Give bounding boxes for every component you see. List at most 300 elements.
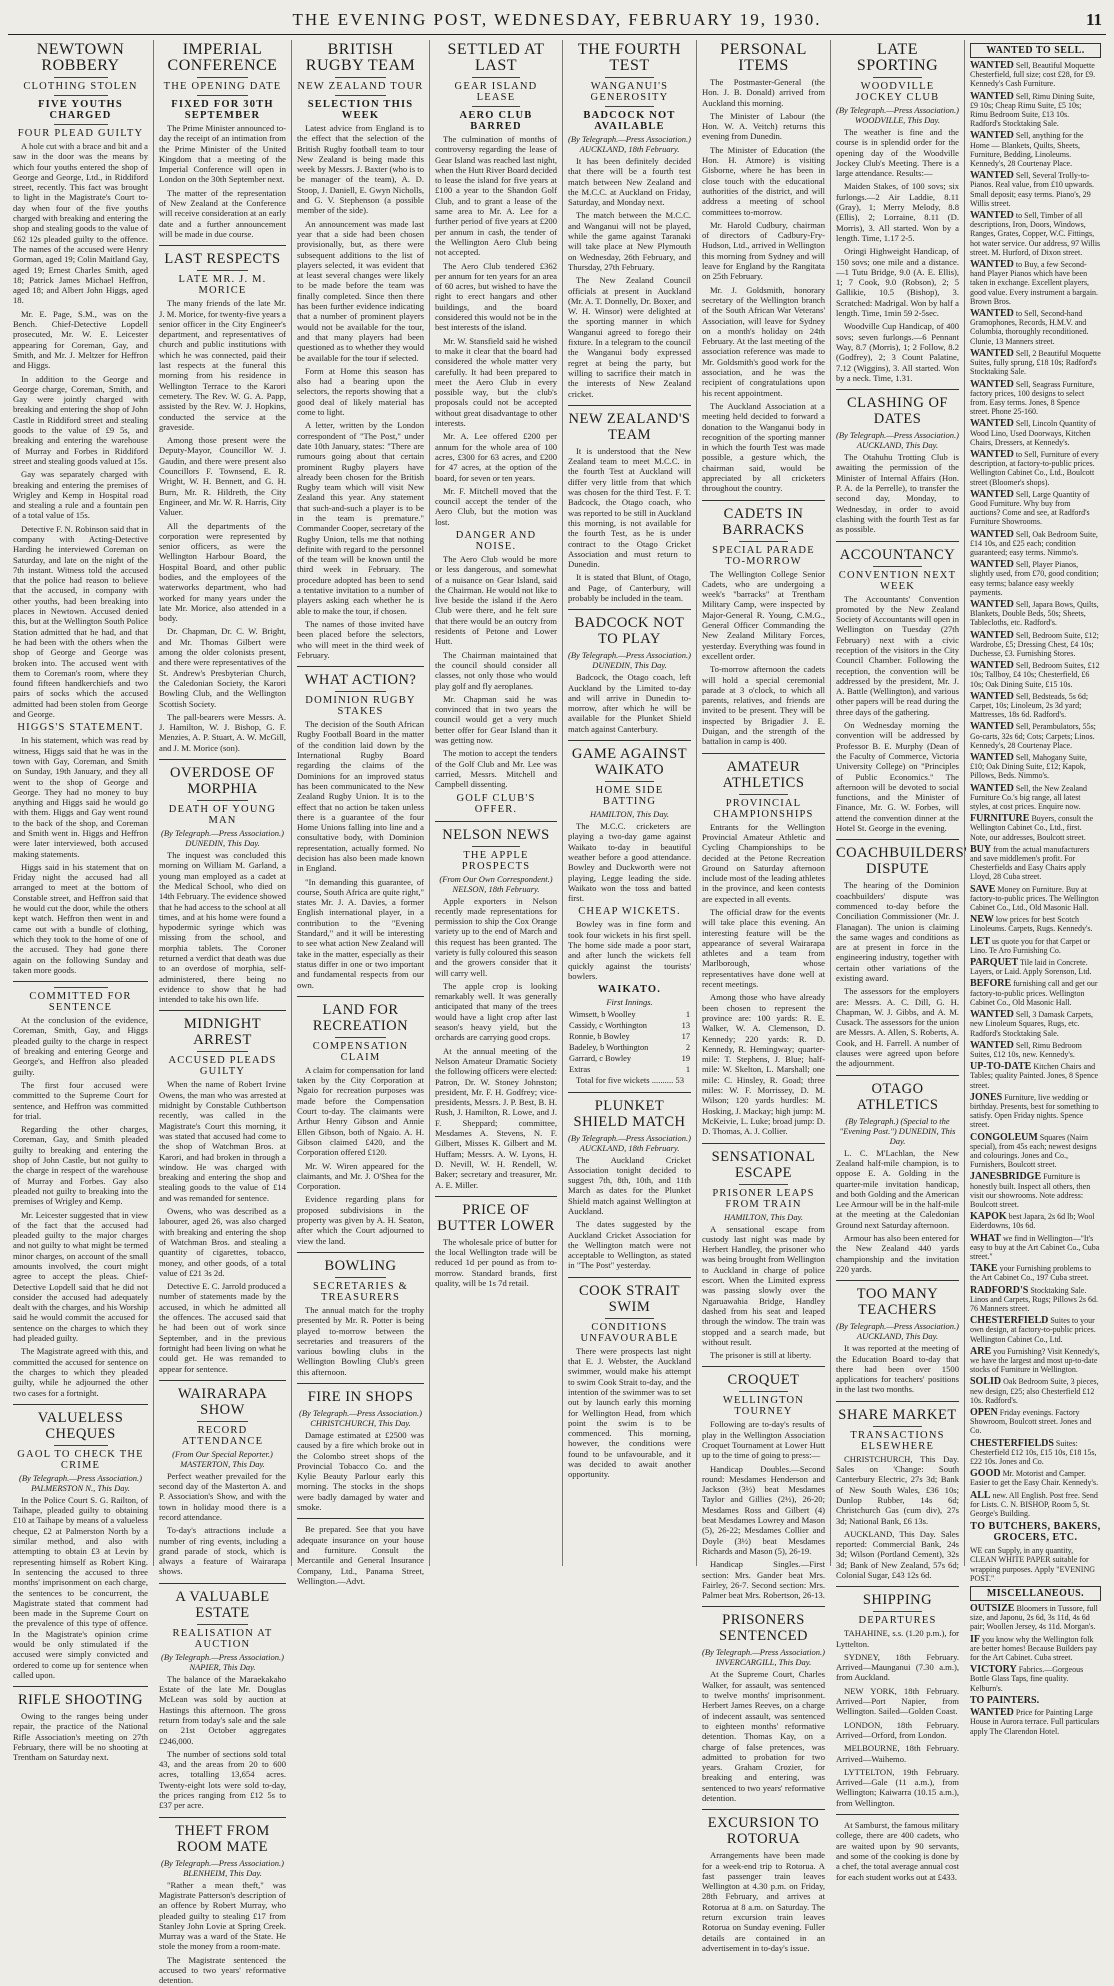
ad-text: you Furnishing? Visit Kennedy's, we have the largest and most up-to-date stocks of Furniture in Wellington.	[970, 1346, 1100, 1375]
column-rule	[836, 839, 959, 840]
score-table-title: WAIKATO.	[597, 984, 662, 996]
ad-text: you know why the Wellington folk are better homes! Because Builders pay for the Art Cabinet. Cuba street.	[970, 1634, 1097, 1663]
paragraph: It was reported at the meeting of the Education Board to-day that there had been over 1500 applications for teachers' positions in the last two months.	[836, 1343, 959, 1395]
ad-lead-word: UP-TO-DATE	[970, 1061, 1032, 1073]
subheading: SELECTION THIS WEEK	[307, 99, 414, 121]
subheading: DEATH OF YOUNG MAN	[168, 804, 277, 827]
column-rule	[13, 1404, 148, 1405]
classified-ad	[970, 1133, 1101, 1170]
classified-ad	[970, 1347, 1101, 1375]
paragraph: Owens, who was described as a labourer, aged 26, was also charged with breaking and entering the shop of Watchman Bros. and stealing a quantity of cigarettes, tobacco, money, and other goods, of a total value of £21 3s 2d.	[159, 1206, 286, 1278]
paragraph: A claim for compensation for land taken by the City Corporation at Ngaio for recreation purposes was made before the Compensation Court to-day. The claimants were Arthur Henry Gibson and Annie Ellen Gibson, both of Ngaio. A. H. Gibson claimed £420, and the Corporation offered £120.	[297, 1064, 424, 1158]
classified-ad	[970, 1234, 1101, 1262]
ad-text: Stocktaking Sale. Linos and Carpets, Rugs; Pillows 2s 6d. 76 Manners street.	[970, 1285, 1099, 1313]
ad-lead-word: SAVE	[970, 883, 996, 895]
ad-lead-word: KAPOK	[970, 1211, 1007, 1223]
story	[159, 1817, 286, 1986]
headline: PERSONAL ITEMS	[720, 41, 807, 74]
headline: LATE SPORTING	[856, 41, 939, 74]
paragraph: A hole cut with a brace and bit and a saw in the door was the means by which four youths entered the shop of George and George, Ltd., in Riddiford street, recently. This fact was brought to light in the Magistrate's Court to-day when four of the five youths charged with breaking and entering the shop and stealing goods to the value of £62 12s pleaded guilty to the offence. The names of the accused were Henry Gorman, aged 19; Colin Maitland Gay, aged 19; Ernest Charles Smith, aged 18; Patrick James Michael Heffron, aged 18; and Albert John Higgs, aged 18.	[13, 141, 148, 306]
ad-text: Sell, Several Trolly-to-Pianos. Real value, from £10 upwards. Small deposit; easy terms. Piano's, 29 Willis street.	[970, 171, 1094, 208]
ad-lead-word: WANTED	[970, 347, 1014, 359]
paragraph: Mr. Leicester suggested that in view of the fact that the accused had pleaded guilty to the major charges and not guilty to what might be termed minor charges, on account of the small amounts involved, the court might agree to accept the pleas. Chief-Detective Lopdell said that he did not consider the accused had adequately dealt with the charges, and his Worship said he would commit the accused for sentence on the charges to which they had pleaded guilty.	[13, 1209, 148, 1344]
paragraph: Among those who have already been chosen to represent the province are: 100 yards: R. E. Walker, W. A. Clemenson, D. Kennedy; 220 yards: R. D. Kennedy, R. Hemingway; quarter-mile: T. Stephens, J. Blue; half-mile: W. Skelton, L. Marshall; one mile: C. Hinsley, R. Goad; three miles: W. F. Morrissey, D. M. Wilson; 120 yards hurdles: M. Hosking, J. Mackay; high jump: M. McKeivie, L. Luke; broad jump: D. D. Thomas, A. J. Collier.	[702, 992, 825, 1137]
classified-ad	[970, 1491, 1101, 1519]
headline: AMATEUR ATHLETICS	[722, 758, 805, 791]
ad-lead-word: IF	[970, 1633, 980, 1645]
story	[159, 759, 286, 1004]
batsman: Extras	[569, 1065, 591, 1075]
ad-lead-word: WANTED	[970, 629, 1014, 641]
story	[159, 245, 286, 753]
batsman: Badeley, b Worthington	[569, 1043, 649, 1053]
subheading: FIVE YOUTHS CHARGED	[38, 99, 123, 121]
dateline: (By Telegraph.—Press Association.) BLENHEIM, This Day.	[161, 1857, 284, 1878]
paragraph: The official draw for the events will take place this evening. An interesting feature will be the appearance of several Wairarapa athletes and a team from Marlborough, whose representatives have done well at recent meetings.	[702, 907, 825, 990]
paragraph: Form at Home this season has also had a bearing upon the selectors, the reports showing that a good deal of likely material has come to light.	[297, 365, 424, 418]
paragraph: Mr. A. Lee offered £200 per annum for the whole area of 100 acres, £300 for 63 acres, and £200 for 47 acres, at the option of the board, for seven or ten years.	[435, 431, 557, 483]
paragraph: Maiden Stakes, of 100 sovs; six furlongs.—2 Air Laddie, 8.11 (Gray), 1; Merry Melody, 8.8 (Ellis), 2; Lorraine, 8.11 (D. Morris), 3. All started. Won by a length. Time, 1.17 2-5.	[836, 181, 959, 243]
divider	[335, 1037, 386, 1038]
paragraph: The apple crop is looking remarkably well. It was generally anticipated that many of the trees would have a light crop after last season's heavy yield, but the orchards are carrying good crops.	[435, 980, 557, 1043]
paragraph: It is stated that Blunt, of Otago, and Page, of Canterbury, will probably be included in the team.	[568, 572, 691, 603]
paragraph: Handicap Singles.—First section: Mrs. Gander beat Mrs. Fairley, 26-7. Second section: Mrs. Palmer beat Mrs. Robertson, 26-13.	[702, 1559, 825, 1601]
story	[435, 821, 557, 1190]
divider	[605, 77, 654, 78]
ad-text: Oak Bedroom Suite, 3 pieces, new design, £25; also Chesterfield £12 10s. Radford's.	[970, 1377, 1099, 1405]
runs: 19	[681, 1054, 690, 1064]
paragraph: In addition to the George and George charge, Coreman, Smith, and Gay were jointly charged with breaking and entering the shop of John Castle in Riddiford street and stealing goods to the value of £9 5s, and breaking and entering the warehouse of Murray and Forbes in Riddiford street and stealing goods valued at 15s.	[13, 373, 148, 466]
paragraph: When the name of Robert Irvine Owens, the man who was arrested at midnight by Constable Cuthbertson recently, was called in the Magistrate's Court this morning, it was stated that accused had come to the shop of Watchman Bros. at Karori, and had broken in through a window. He was charged with breaking and entering the shop and stealing goods to the value of £14 and was remanded for sentence.	[159, 1079, 286, 1203]
paragraph: Apple exporters in Nelson recently made representations for permission to ship the Cox Orange variety up to the end of March and this request has been granted. The variety is fully coloured this season and the growers consider that it will carry well.	[435, 895, 557, 978]
crosshead: HIGGS'S STATEMENT.	[17, 722, 144, 734]
divider	[54, 95, 108, 96]
paragraph: The Prime Minister announced to-day the receipt of an intimation from the Prime Minister of the United Kingdom that a meeting of the Imperial Conference will open in London on the 30th September next.	[159, 123, 286, 185]
ad-text: Buyers, consult the Wellington Cabinet Co., Ltd., first. Note, our addresses, Boulcott street.	[970, 814, 1093, 842]
paragraph: The Magistrate sentenced the accused to two years' reformative detention.	[159, 1954, 286, 1986]
wrapping-paper-ad: WE can Supply, in any quantity, CLEAN WHITE PAPER suitable for wrapping purposes. Apply "EVENING POST."	[970, 1546, 1096, 1583]
dateline: (By Telegraph.—Press Association.) INVERCARGILL, This Day.	[702, 1647, 825, 1668]
ad-text: we find in Wellington—"It's easy to buy at the Art Cabinet Co., Cuba street."	[970, 1233, 1100, 1261]
headline: CLASHING OF DATES	[847, 395, 948, 428]
classified-ad	[970, 845, 1101, 882]
story	[836, 541, 959, 834]
story	[836, 1280, 959, 1394]
classified-ad	[970, 1377, 1101, 1405]
column-rule	[297, 1518, 424, 1519]
paragraph: The number of sections sold total 43, and the areas from 20 to 600 acres, totalling 13,654 acres. Twenty-eight lots were sold to-day, the prices ranging from £12 5s to £37 per acre.	[159, 1748, 286, 1811]
paragraph: To-morrow afternoon the cadets will hold a special ceremonial parade at 3 o'clock, to which all parents, relatives, and friends are invited to be present. They will be inspected by Brigadier J. E. Duigan, and the strength of the battalion in camp is 400.	[702, 664, 825, 747]
paragraph: The hearing of the Dominion coachbuilders' dispute was commenced to-day before the Conciliation Commissioner (Mr. J. Flanagan). The union is claiming the same wages and conditions as are at present in force in the engineering industry, together with certain other variations of the existing award.	[836, 880, 959, 983]
ad-lead-word: OUTSIZE	[970, 1603, 1015, 1615]
column-rule	[568, 405, 691, 406]
story	[836, 42, 959, 383]
headline: SHIPPING	[862, 1592, 933, 1609]
ad-lead-word: WANTED	[970, 488, 1014, 500]
story	[159, 1010, 286, 1373]
story	[297, 996, 424, 1246]
story	[435, 1196, 557, 1288]
paragraph: The Aero Club tendered £362 per annum for ten years for an area of 60 acres, but wished to have the right to erect hangars and other buildings, and the board considered this would not be in the best interests of the island.	[435, 260, 557, 333]
story	[297, 42, 424, 660]
classified-ad	[970, 692, 1101, 720]
paragraph: AUCKLAND, This Day. Sales reported: Commercial Bank, 24s 3d; Wilson (Portland Cement), 32s 3d; Bank of New Zealand, 57s 6d; Colonial Sugar, £43 12s 6d.	[836, 1528, 959, 1580]
ad-text: Money on Furniture. Buy at factory-to-public prices. The Wellington Cabinet Co., Ltd., Old Masonic Hall.	[970, 884, 1099, 913]
ad-lead-word: JANESBRIDGE	[970, 1171, 1042, 1183]
column-5	[563, 40, 697, 1566]
ad-lead-word: CHESTERFIELD	[970, 1315, 1049, 1327]
divider	[472, 77, 521, 78]
headline: BOWLING	[324, 1257, 397, 1274]
divider	[335, 1277, 386, 1278]
subheading: BADCOCK NOT AVAILABLE	[583, 110, 676, 132]
classified-ad	[970, 937, 1101, 955]
paragraph: L. C. M'Lachlan, the New Zealand half-mile champion, is to oppose E. A. Golding in the quarter-mile invitation handicap, and both Golding and the American Lee Armour will be in the half-mile at the meeting at the Caledonian Ground next Saturday afternoon.	[836, 1147, 959, 1230]
divider	[54, 987, 108, 988]
ad-text: Suites to your own design, at factory-to-public prices. Wellington Cabinet Co., Ltd.	[970, 1316, 1096, 1344]
ad-lead-word: BEFORE	[970, 978, 1012, 990]
ad-text: best Japara, 2s 6d lb; Wool Eiderdowns, 10s 6d.	[970, 1212, 1095, 1231]
story	[297, 1383, 424, 1512]
story	[297, 1518, 424, 1586]
headline: TOO MANY TEACHERS	[856, 1286, 939, 1319]
paragraph: Woodville Cup Handicap, of 400 sovs; seven furlongs.—6 Pennant Way, 8.7 (Morris), 1; 2 Follow, 8.2 (Godfrey), 2; 3 Count Palatine, 7.12 (Wiggins), 3. All started. Won by a neck. Time, 1.31.	[836, 321, 959, 383]
classified-ad	[970, 1604, 1101, 1632]
classified-ad	[970, 419, 1101, 447]
ad-text: Kitchen Chairs and Tables; quality Painted. Jones, 8 Spence street.	[970, 1062, 1099, 1090]
dateline: (By Telegraph.—Press Association.) NAPIER, This Day.	[161, 1651, 284, 1672]
ad-text: furnishing call and get our factory-to-public prices. Wellington Cabinet Co., Old Masonic Hall.	[970, 979, 1098, 1007]
story	[702, 42, 825, 494]
story	[13, 1404, 148, 1680]
headline: LAND FOR RECREATION	[312, 1001, 409, 1034]
ad-text: to Sell, Second-hand Gramophones, Records, H.M.V. and Columbia, thoroughly reconditioned. Clunie, 13 Manners street.	[970, 309, 1089, 346]
paragraph: The wholesale price of butter for the local Wellington trade will be reduced 1d per pound as from to-morrow. Standard brands, first quality, will be 1s 7d retail.	[435, 1236, 557, 1289]
paragraph: The Aero Club would be more or less dangerous, and somewhat of a nuisance on Gear Island, said the Chairman. He would not like to live beside the island if the Aero Club were there, and he felt sure that there would be an outcry from residents of Petone and Lower Hutt.	[435, 553, 557, 647]
ad-lead-word: NEW	[970, 914, 994, 926]
column-rule	[297, 996, 424, 997]
ad-lead-word: WANTED	[970, 170, 1014, 182]
story	[297, 666, 424, 990]
paragraph: The Auckland Cricket Association tonight decided to suggest 7th, 8th, 10th, and 11th March as dates for the Plunket Shield match against Wellington at Auckland.	[568, 1154, 691, 1216]
paragraph: Mr. Harold Cudbury, chairman of directors of Cadbury-Fry-Hudson, Ltd., arrived in Wellington this morning from Sydney and will leave for England by the Rangitata on 25th February.	[702, 219, 825, 282]
ad-lead-word: LET	[970, 935, 991, 947]
classified-ad	[970, 1010, 1101, 1038]
column-1	[8, 40, 154, 1763]
paragraph: The pall-bearers were Messrs. A. J. Hamilton, W. J. Bishop, G. F. Menzies, A. P. Stuart, A. W. McGill, and J. M. Morice (son).	[159, 711, 286, 753]
paragraph: Armour has also been entered for the New Zealand 440 yards championship and the invitation 220 yards.	[836, 1233, 959, 1274]
classified-ad	[970, 131, 1101, 168]
subheading: WANGANUI'S GENEROSITY	[590, 81, 669, 103]
ad-lead-word: WANTED	[970, 418, 1014, 430]
classified-ad	[970, 722, 1101, 750]
headline: PRISONERS SENTENCED	[718, 1612, 809, 1645]
subheading: GAOL TO CHECK THE CRIME	[17, 1448, 144, 1471]
score-row	[568, 1031, 691, 1042]
ad-lead-word: WANTED	[970, 528, 1014, 540]
column-rule	[159, 1380, 286, 1381]
paragraph: Mr. Chapman said he was convinced that in two years the council would get a very much better offer for Gear Island than it was getting now.	[435, 693, 557, 746]
divider	[54, 77, 108, 78]
crosshead: GOLF CLUB'S OFFER.	[456, 792, 536, 815]
subheading: CONVENTION NEXT WEEK	[838, 569, 957, 592]
ad-lead-word: BUY	[970, 843, 992, 855]
paragraph: The dates suggested by the Auckland Cricket Association for the Wellington match were not acceptable to Wellington, as stated in "The Post" yesterday.	[568, 1219, 691, 1271]
paragraph: Mr. F. Mitchell moved that the council accept the tender of the Aero Club, but the motion was lost.	[435, 485, 557, 527]
subheading: HOME SIDE BATTING	[595, 785, 664, 808]
subheading: COMPENSATION CLAIM	[312, 1040, 409, 1063]
paragraph: The annual match for the trophy presented by Mr. R. Potter is being played to-morrow between the secretaries and treasurers of the various bowling clubs in the Wellington Bowling Club's green this afternoon.	[297, 1304, 424, 1377]
ad-text: Sell, Bedroom Suite, £12; Wardrobe, £5; Dressing Chest, £4 10s; Duchesse, £3. Furnishing Stores.	[970, 630, 1099, 658]
paragraph: The motion to accept the tenders of the Golf Club and Mr. Lee was carried, Messrs. Mitchell and Campbell dissenting.	[435, 748, 557, 790]
ad-lead-word: CONGOLEUM	[970, 1131, 1038, 1143]
column-rule	[836, 389, 959, 390]
classified-ad	[970, 1041, 1101, 1059]
subheading: FOUR PLEAD GUILTY	[17, 128, 144, 139]
headline: OVERDOSE OF MORPHIA	[170, 765, 275, 798]
paragraph: At Samburst, the famous military college, there are 400 cadets, who are waited upon by 90 servants, and some of the cooking is done by a chef, the total average annual cost for each student works out at £433.	[836, 1820, 959, 1882]
divider	[605, 106, 654, 107]
classified-ad	[970, 1665, 1101, 1693]
paragraph: On Wednesday morning the convention will be addressed by Professor B. E. Murphy (Dean of the Faculty of Commerce, Victoria University College) on "Principles of Public Economics." The afternoon will be devoted to social functions, and the Minister of Finance, Mr. G. W. Forbes, will attend the convention dinner at the Hotel St. George in the evening.	[836, 720, 959, 834]
story	[836, 389, 959, 534]
column-rule	[568, 740, 691, 741]
crosshead: CHEAP WICKETS.	[578, 906, 681, 918]
ad-text: new. All English. Post free. Send for Lists. C. N. BISHOP, Room 5, St. George's Building.	[970, 1490, 1098, 1519]
paragraph: Detective E. C. Jarrold produced a number of statements made by the accused, in which he admitted all the offences. The accused said that he had been out of work since September, and in the previous fortnight had been living on what he could get. He was remanded to appear for sentence.	[159, 1281, 286, 1374]
dateline: HAMILTON, This Day.	[589, 809, 670, 820]
miscellaneous-ads-list	[970, 1604, 1101, 1736]
ad-text: Squares (Nairn special), from 45s each; newest designs and colourings. Jones and Co., Furnishers, Boulcott street.	[970, 1132, 1097, 1170]
runs: 13	[681, 1021, 690, 1031]
ad-lead-word: JONES	[970, 1091, 1003, 1103]
story	[702, 1809, 825, 1953]
column-rule	[297, 666, 424, 667]
headline: EXCURSION TO ROTORUA	[707, 1815, 820, 1848]
paragraph: Evidence regarding plans for proposed subdivisions in the property was given by A. H. Seaton, after which the Court adjourned to view the land.	[297, 1194, 424, 1246]
paragraph: Owing to the ranges being under repair, the practice of the National Rifle Association's meeting on 27th February, there will be no shooting at Trentham on Saturday next.	[13, 1711, 148, 1763]
headline: NEWTOWN ROBBERY	[36, 41, 125, 74]
paragraph: The Accountants' Convention promoted by the New Zealand Society of Accountants will open in Wellington on Tuesday (27th February) next with a civic reception of the visitors in the City Council Chamber. Following the reception, the convention will be addressed by the president, Mr. J. A. Battle (Wellington), and various other papers will be read during the three days of the gathering.	[836, 593, 959, 717]
divider	[739, 541, 788, 542]
divider	[873, 566, 922, 567]
headline: NELSON NEWS	[442, 826, 550, 843]
column-rule	[702, 500, 825, 501]
paragraph: Perfect weather prevailed for the second day of the Masterton A. and P. Association's Show, and with the town in holiday mood there is a record attendance.	[159, 1470, 286, 1522]
paragraph: The first four accused were committed to the Supreme Court for sentence, and Heffron was committed for trial.	[13, 1079, 148, 1121]
ad-text: Sell, Large Quantity of Good Furniture. Why buy from auctions? Come and see, at Radford's Furniture Showrooms.	[970, 489, 1090, 527]
divider	[472, 846, 521, 847]
headline: WAIRARAPA SHOW	[177, 1385, 268, 1418]
column-8-classifieds	[965, 40, 1106, 1736]
column-3	[292, 40, 430, 1586]
paragraph: Gay was separately charged with breaking and entering the premises of Wrigley and Kemp in Hospital road and stealing a rule and a fountain pen of a total value of 15s.	[13, 469, 148, 521]
subheading: LATE MR. J. M. MORICE	[178, 274, 267, 297]
classified-ad	[970, 753, 1101, 781]
story	[836, 839, 968, 1069]
ad-lead-word: WANTED	[970, 1009, 1014, 1021]
classified-ads-list	[970, 61, 1101, 1518]
ad-lead-word: FURNITURE	[970, 813, 1030, 825]
ad-text: Sell, Player Pianos, slightly used, from £70, good condition; easy terms; balance easy weekly payments.	[970, 560, 1099, 597]
paragraph: The many friends of the late Mr. J. M. Morice, for twenty-five years a senior officer in the City Engineer's department, and representatives of church and public institutions with which he was connected, paid their last respects at the funeral this morning from his residence in Wellington Terrace to the Karori cemetery. The Rev. W. G. A. Papp, assisted by the Rev. W. J. Hopkins, conducted the service at the graveside.	[159, 298, 286, 432]
batsman: Wimsett, b Woolley	[569, 1010, 636, 1020]
headline: BADCOCK NOT TO PLAY	[574, 615, 685, 648]
headline: WHAT ACTION?	[304, 672, 417, 689]
divider	[197, 800, 248, 801]
classified-ad	[970, 814, 1101, 842]
paragraph: Mr. W. Stansfield said he wished to make it clear that the board had considered the whole matter very carefully. It had been prepared to meet the Aero Club in every possible way, but the club's proposals could not be accepted without great disadvantage to other interests.	[435, 335, 557, 429]
classified-ad	[970, 1408, 1101, 1436]
divider	[54, 1445, 108, 1446]
classified-ad	[970, 490, 1101, 527]
classified-ad	[970, 1264, 1101, 1282]
paragraph: Oringi Highweight Handicap, of 150 sovs; one mile and a distance.—1 Tutu Bridge, 9.0 (A. E. Ellis), 1; 7 Cook, 9.0 (Robson), 2; 5 Gallikie, 10.5 (Bishop), 3. Scratched: Madrigal. Won by half a length. Time, 1min 59 2-5sec.	[836, 246, 959, 319]
ad-text: Sell, Mahogany Suite, £10; Oak Dining Suite, £12; Kapok, Pillows, Beds. Nimmo's.	[970, 753, 1088, 781]
column-2	[154, 40, 292, 1986]
paragraph: Dr. Chapman, Dr. C. W. Bright, and Mr. Thomas Gilbert were among the older colonists present, and there were representatives of the St. Andrew's Presbyterian Church, the Caledonian Society, the Karori Bowling Club, and the Wellington Scottish Society.	[159, 626, 286, 709]
paragraph: The Minister of Education (the Hon. H. Atmore) is visiting Gisborne, where he has been in close touch with the educational authorities of the district, and will address a meeting of school committees to-morrow.	[702, 144, 825, 217]
subheading: SPECIAL PARADE TO-MORROW	[712, 544, 815, 567]
paragraph: To-day's attractions include a number of ring events, including a grand parade of stock, which is always a feature of Wairarapa shows.	[159, 1525, 286, 1577]
classified-ad	[970, 1696, 1101, 1705]
runs: 1	[685, 1010, 690, 1020]
paragraph: "In demanding this guarantee, of course, South Africa are quite right," states Mr. J. A. Davies, a former English international player, in a contribution to the "Evening Standard," and it will be interesting to see what action New Zealand will take in the matter, especially as their status differ in one or two important and fundamental respects from our own.	[297, 876, 424, 990]
ad-text: Sell, Beautiful Moquette Chesterfield, full size; cost £28, for £9. Kennedy's Cash Furniture.	[970, 61, 1096, 89]
paragraph: The New Zealand Council officials at present in Auckland (Mr. A. T. Donnelly, Dr. Boxer, and W. H. Winsor) were delighted at the sporting manner in which Wanganui agreed to forego their fixture. In a telegram to the council the Wanganui body expressed regret at being the party, but willing to sacrifice their match in the interests of New Zealand cricket.	[568, 275, 691, 399]
classified-ad	[970, 260, 1101, 306]
story	[836, 1075, 959, 1275]
story	[836, 1814, 959, 1882]
paragraph: CHRISTCHURCH, This Day. Sales on 'Change: South Canterbury Electric, 27s 3d; Bank of New South Wales, £36 10s; Dunlop Rubber, 14s 6d; Christchurch Gas (cum div), 27s 3d; National Bank, £6 13s.	[836, 1453, 959, 1526]
divider	[605, 781, 654, 782]
ad-lead-word: ARE	[970, 1345, 992, 1357]
classified-heading: WANTED TO SELL.	[970, 43, 1101, 58]
paragraph: The prisoner is still at liberty.	[710, 1350, 812, 1361]
divider	[739, 1391, 788, 1392]
classified-ad	[970, 661, 1101, 689]
headline: THE FOURTH TEST	[577, 41, 682, 74]
dateline: (By Telegraph.—Press Association.) AUCKLAND, 18th February.	[568, 134, 691, 154]
ad-text: Suites: Chesterfield £12 10s, £15 10s, £18 15s, £22 10s. Jones and Co.	[970, 1438, 1097, 1467]
ad-lead-word: WANTED	[970, 259, 1014, 271]
headline: VALUELESS CHEQUES	[37, 1409, 124, 1442]
headline: CROQUET	[727, 1372, 800, 1389]
paragraph: The culmination of months of controversy regarding the lease of Gear Island was reached last night, when the Hutt River Board decided to lease the island for five years at £100 a year to the Shandon Golf Club, and to grant a lease of the same area to Mr. A. Lee for a further period of five years at £200 per annum in cash, the tender of the Wellington Aero Club being not accepted.	[435, 134, 557, 258]
ad-text: Sell, Japara Bows, Quilts, Blankets, Double Beds, 50s; Sheets, Tablecloths, etc. Radford's.	[970, 599, 1099, 628]
dateline: (By Telegraph.) (Special to the "Evening Post.") DUNEDIN, This Day.	[839, 1115, 956, 1146]
headline: SENSATIONAL ESCAPE	[711, 1148, 816, 1181]
paragraph: The Postmaster-General (the Hon. J. B. Donald) arrived from Auckland this morning.	[702, 77, 825, 108]
headline: A VALUABLE ESTATE	[175, 1588, 270, 1621]
ad-lead-word: ALL	[970, 1489, 991, 1501]
story	[568, 405, 691, 603]
ad-text: Bloomers in Tussore, full size, and Japonu, 2s 6d, 3s 11d, 4s 6d pair; Woollen Jersey, 4s 11d. Morgan's.	[970, 1604, 1098, 1632]
paragraph: The Otahuhu Trotting Club is awaiting the permission of the Minister of Internal Affairs (Hon. P. A. de la Perrelle), to transfer the second day, Monday, to Wednesday, in order to avoid clashing with the fourth Test as far as possible.	[836, 452, 959, 535]
paragraph: All the departments of the corporation were represented by senior officers, as were the Wellington Harbour Board, the Hospital Board, and other public bodies, and the employees of the waterworks department, who had worked for many years under the late Mr. Morice, also attended in a body.	[159, 520, 286, 624]
score-row	[568, 1064, 691, 1075]
ad-lead-word: SOLID	[970, 1376, 1002, 1388]
subheading: ACCUSED PLEADS GUILTY	[168, 1055, 277, 1078]
ad-lead-word: WANTED	[970, 378, 1014, 390]
classified-ad	[970, 1212, 1101, 1230]
column-rule	[702, 753, 825, 754]
paragraph: The Minister of Labour (the Hon. W. A. Veitch) returns this evening from Dunedin.	[702, 110, 825, 142]
subheading: DOMINION RUGBY STAKES	[305, 695, 416, 718]
paragraph: Handicap Doubles.—Second round: Mesdames Henderson and Jackson (3½) beat Mesdames Taylor and Gillies (2½), 26-20; Mesdames Ross and Gilbert (4) beat Mesdames Lowrey and Mason (5), 26-22; Mesdames Collier and Doyle (3½) beat Mesdames Richards and Mason (5), 26-19.	[702, 1463, 825, 1556]
headline: SETTLED AT LAST	[447, 41, 545, 74]
column-4	[430, 40, 563, 1566]
subheading: COMMITTED FOR SENTENCE	[29, 991, 132, 1014]
paragraph: There were prospects last night that E. J. Webster, the Auckland swimmer, would make his attempt to swim Cook Strait to-day, and the intention of the swimmer was to set out by launch early this morning for Wellington Head, from which point the swim is to be commenced. This morning, however, the conditions were found to be unfavourable, and it was decided to await another opportunity.	[568, 1345, 691, 1480]
classified-ad	[970, 1439, 1101, 1467]
dateline: HAMILTON, This Day.	[723, 1211, 804, 1222]
divider	[335, 95, 386, 96]
ad-text: Furniture, live wedding or birthday. Presents, best for something to satisfy. Open Friday nights. Spence street.	[970, 1092, 1099, 1130]
batsman: Ronnie, b Bowley	[569, 1032, 630, 1042]
paragraph: Higgs said in his statement that on Friday night the accused had all arranged to meet at the bottom of Constable street, and Heffron said that he would cut the door, while the others kept watch. Heffron then went in and came out with a bundle of clothing, which they took to the home of one of the accused. They had gone there again on the following Sunday and taken more goods.	[13, 861, 148, 975]
ad-text: to Sell, Furniture of every description, at factory-to-public prices. Wellington Cabinet Co., Ltd., Boulcott street (Bloomer's shops).	[970, 449, 1099, 487]
paragraph: The Magistrate agreed with this, and committed the accused for sentence on the charges to which they pleaded guilty, while he adjourned the other two cases for a fortnight.	[13, 1346, 148, 1398]
ad-text: Sell, Seagrass Furniture, factory prices, 100 designs to select from. Easy terms. Jones, 8 Spence street. Phone 25-160.	[970, 379, 1095, 417]
column-6	[697, 40, 831, 1953]
paragraph: Entrants for the Wellington Provincial Amateur Athletic and Cycling Championships to be decided at the Petone Recreation Ground on Saturday afternoon include most of the leading athletes in the province, and keen contests are expected in all events.	[702, 821, 825, 904]
classified-ad	[970, 92, 1101, 129]
paragraph: Mr. W. Wiren appeared for the claimants, and Mr. J. O'Shea for the Corporation.	[297, 1160, 424, 1192]
classified-ad	[970, 915, 1101, 933]
column-rule	[836, 1401, 959, 1402]
story	[13, 1686, 148, 1762]
newspaper-page	[8, 6, 1106, 1986]
masthead-title: THE EVENING POST, WEDNESDAY, FEBRUARY 19, 1930.	[292, 10, 822, 29]
paragraph: The matter of the representation of New Zealand at the Conference will receive consideration at an early date and a further announcement will be made in due course.	[159, 187, 286, 239]
classified-ad	[970, 309, 1101, 346]
divider	[197, 77, 248, 78]
paragraph: The M.C.C. cricketers are playing a two-day game against Waikato to-day in beautiful weather before a good attendance. Bowley and Duckworth were not playing, Legge leading the side. Waikato won the toss and batted first.	[568, 821, 691, 904]
ad-text: Price for Painting Large House in Aurora terrace. Full particulars apply The Clarendon Hotel.	[970, 1708, 1100, 1736]
headline: PRICE OF BUTTER LOWER	[437, 1201, 555, 1234]
score-table	[568, 1009, 691, 1075]
classified-ad	[970, 450, 1101, 487]
divider	[605, 1318, 654, 1319]
paragraph: At the Supreme Court, Charles Walker, for assault, was sentenced to twelve months' imprisonment. Herbert James Reeves, on a charge of indecent assault, was sentenced to eighteen months' reformative detention. Thomas Kay, on a charge of false pretences, was admitted to probation for two years. Graham Crozier, for breaking and entering, was sentenced to two years' reformative detention.	[702, 1669, 825, 1803]
ad-text: Sell, Perambulators, 55s; Go-carts, 32s 6d; Cots; Carpets; Linos. Kennedy's, 28 Courtenay Place.	[970, 722, 1096, 750]
batsman: Cassidy, c Worthington	[569, 1021, 647, 1031]
dateline: (From Our Own Correspondent.) NELSON, 18th February.	[439, 873, 553, 894]
paragraph: A letter, written by the London correspondent of "The Post," under date 10th January, states: "There are rumours going about that certain prominent Rugby players have already been chosen for the British Rugby team which will visit New Zealand this year. Any statement that such-and-such a player is to be in the team is premature." Commander Cooper, secretary of the Rugby Union, tells me that nothing definite with regard to the personnel of the team will be known until the third week in February. The procedure adopted has been to send a tentative invitation to a number of players asking each whether he is able to make the tour, if chosen.	[297, 420, 424, 616]
column-rule	[159, 1583, 286, 1584]
headline: THEFT FROM ROOM MATE	[175, 1822, 270, 1855]
headline: CADETS IN BARRACKS	[722, 505, 805, 538]
subheading: WELLINGTON TOURNEY	[722, 1395, 805, 1418]
story	[568, 42, 691, 399]
ad-lead-word: PARQUET	[970, 957, 1019, 969]
headline: PLUNKET SHIELD MATCH	[573, 1097, 686, 1130]
story	[836, 1586, 959, 1808]
story	[702, 1366, 825, 1600]
subheading: NEW ZEALAND TOUR	[297, 81, 424, 92]
crosshead: DANGER AND NOISE.	[455, 529, 537, 552]
dateline: (By Telegraph.—Press Association.) WOODVILLE, This Day.	[836, 105, 959, 125]
ad-lead-word: WANTED	[970, 308, 1014, 320]
headline: IMPERIAL CONFERENCE	[167, 41, 278, 74]
column-rule	[13, 981, 148, 982]
column-rule	[836, 1586, 959, 1587]
story	[159, 1380, 286, 1577]
ad-lead-word: TO PAINTERS.	[970, 1694, 1040, 1706]
ad-lead-word: WANTED	[970, 721, 1014, 733]
paragraph: It is understood that the New Zealand team to meet M.C.C. in the fourth Test at Auckland will differ very little from that which was chosen for the third Test. F. T. Badcock, the Otago coach, who was reported to be still in Auckland this morning, is not available for the fourth Test, as he is under contract to the Otago Cricket Association and must return to Dunedin.	[568, 445, 691, 570]
